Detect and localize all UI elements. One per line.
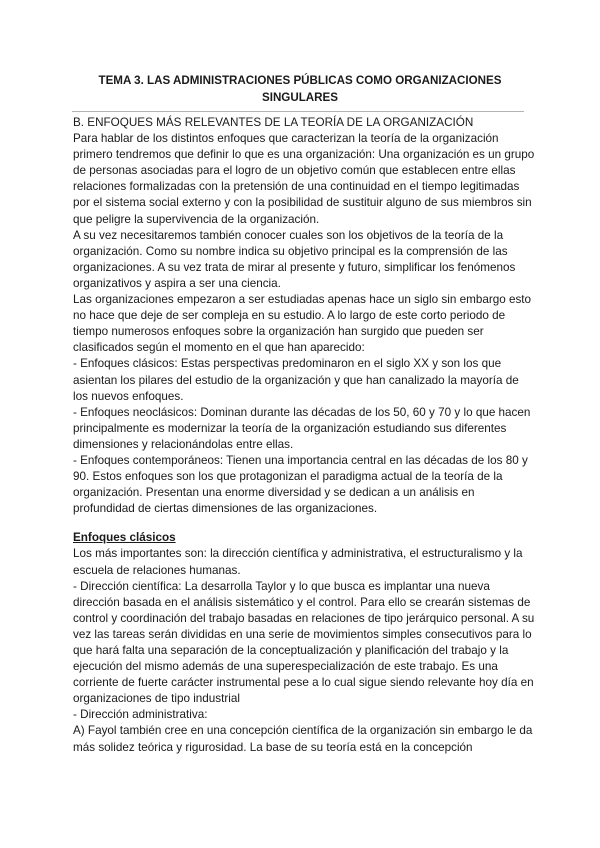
list-item-classical: - Enfoques clásicos: Estas perspectivas predominaron en el siglo XX y son los que asientan los pilares del estudio de la organización y que han canalizado la mayoría de los nuevos enfoques. bbox=[73, 357, 519, 403]
document-body bbox=[73, 115, 535, 756]
paragraph-history: Las organizaciones empezaron a ser estudiadas apenas hace un siglo sin embargo esto no hace que deje de ser compleja en su estudio. A lo largo de este corto periodo de tiempo numerosos enfoques sobre la organización han surgido que pueden ser clasificados según el momento en el que han aparecido: bbox=[73, 293, 532, 355]
title-divider bbox=[72, 111, 524, 112]
document-title: TEMA 3. LAS ADMINISTRACIONES PÚBLICAS COMO ORGANIZACIONES SINGULARES bbox=[98, 74, 502, 104]
paragraph-most-important: Los más importantes son: la dirección científica y administrativa, el estructuralismo y la escuela de relaciones humanas. bbox=[73, 547, 523, 577]
paragraph-definition: Para hablar de los distintos enfoques que caracterizan la teoría de la organización primero tendremos que definir lo que es una organización: Una organización es un grupo de personas asociadas para el logro de un objetivo común que establecen entre ellas relaciones formalizadas con la pretensión de una continuidad en el tiempo legitimadas por el sistema social externo y con la posibilidad de sustituir alguno de sus miembros sin que peligre la supervivencia de la organización. bbox=[73, 132, 535, 226]
paragraph-objectives: A su vez necesitaremos también conocer cuales son los objetivos de la teoría de la organización. Como su nombre indica su objetivo principal es la comprensión de las organizaciones. A su vez trata de mirar al presente y futuro, simplificar los fenómenos organizativos y aspira a ser una ciencia. bbox=[73, 228, 516, 290]
paragraph-fayol: A) Fayol también cree en una concepción científica de la organización sin embargo le da más solidez teórica y rigurosidad. La base de su teoría está en la concepción bbox=[73, 724, 533, 754]
paragraph-gap bbox=[73, 517, 535, 530]
list-item-contemporary: - Enfoques contemporáneos: Tienen una importancia central en las décadas de los 80 y 90. Estos enfoques son los que protagonizan el paradigma actual de la teoría de la organización. Presentan una enorme diversidad y se dedican a un análisis en profundidad de ciertas dimensiones de las organizaciones. bbox=[73, 453, 528, 516]
list-item-neoclassical: - Enfoques neoclásicos: Dominan durante las décadas de los 50, 60 y 70 y lo que hacen principalmente es modernizar la teoría de la organización estudiando sus diferentes dimensiones y relacionándolas entre ellas. bbox=[73, 405, 531, 451]
subheading-classical-approaches: Enfoques clásicos bbox=[73, 531, 176, 545]
list-item-scientific-management: - Dirección científica: La desarrolla Taylor y lo que busca es implantar una nueva dirección basada en el análisis sistemático y el control. Para ello se crearán sistemas de control y coordinación del trabajo basadas en relaciones de tipo jerárquico personal. A su vez las tareas serán divididas en una serie de movimientos simples consecutivos para lo que hará falta una separación de la conceptualización y planificación del trabajo y la ejecución del mismo además de una superespecialización de este trabajo. Es una corriente de fuerte carácter instrumental pese a lo cual sigue siendo relevante hoy día en organizaciones de tipo industrial bbox=[73, 579, 535, 706]
list-item-administrative-management: - Dirección administrativa: bbox=[73, 708, 208, 722]
section-heading: B. ENFOQUES MÁS RELEVANTES DE LA TEORÍA DE LA ORGANIZACIÓN bbox=[73, 116, 474, 129]
